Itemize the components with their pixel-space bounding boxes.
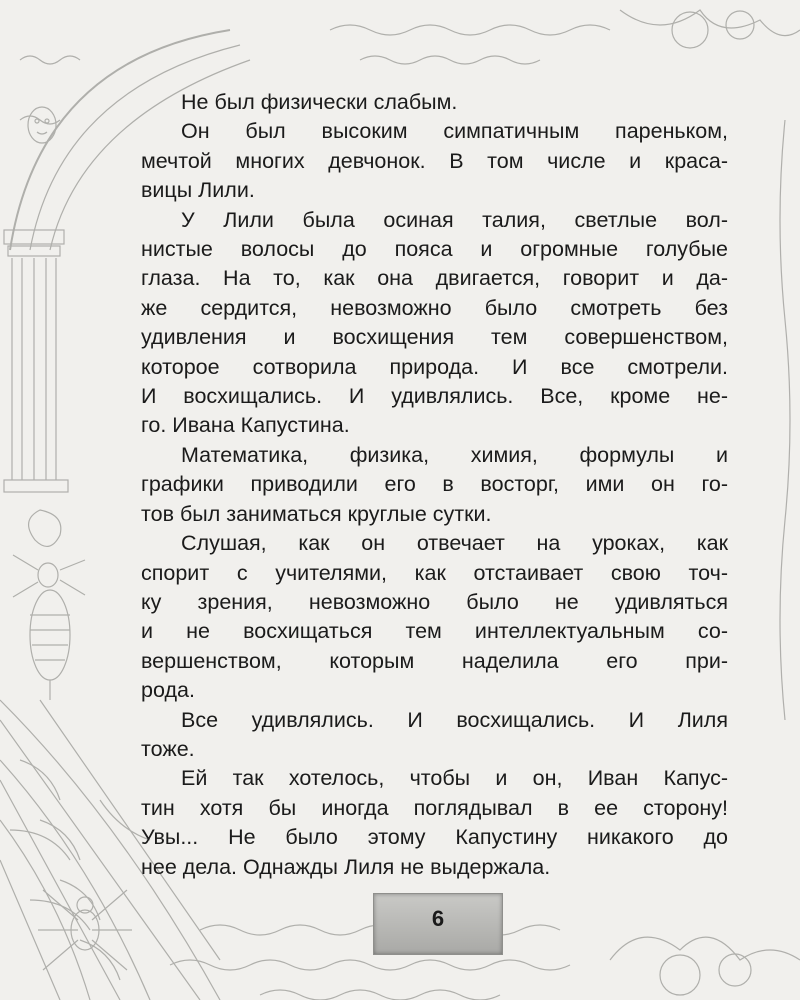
page-number: 6 bbox=[431, 906, 445, 931]
text-line: Он был высоким симпатичным пареньком, bbox=[181, 119, 728, 144]
text-line: Не был физически слабым. bbox=[181, 90, 458, 114]
text-line: вершенством, которым наделила его при- bbox=[141, 648, 728, 673]
text-line: нистые волосы до пояса и огромные голубые bbox=[141, 237, 728, 262]
text-line: же сердится, невозможно было смотреть без bbox=[141, 295, 728, 320]
text-line: нее дела. Однажды Лиля не выдержала. bbox=[141, 854, 551, 879]
page-number-box bbox=[373, 893, 503, 955]
text-line: спорит с учителями, как отстаивает свою точ- bbox=[141, 560, 728, 585]
text-line: Все удивлялись. И восхищались. И Лиля bbox=[181, 707, 728, 732]
text-line: го. Ивана Капустина. bbox=[141, 413, 350, 438]
text-line: У Лили была осиная талия, светлые вол- bbox=[181, 207, 728, 232]
text-line: мечтой многих девчонок. В том числе и краса- bbox=[141, 148, 728, 173]
text-line: которое сотворила природа. И все смотрели. bbox=[141, 354, 728, 379]
text-line: и не восхищаться тем интеллектуальным со- bbox=[141, 619, 728, 644]
text-line: вицы Лили. bbox=[141, 178, 255, 203]
text-line: Математика, физика, химия, формулы и bbox=[181, 442, 728, 467]
text-line: тин хотя бы иногда поглядывал в ее сторону! bbox=[141, 795, 728, 820]
text-line: тов был заниматься круглые сутки. bbox=[141, 501, 492, 526]
text-line: И восхищались. И удивлялись. Все, кроме не- bbox=[141, 384, 728, 409]
text-line: тоже. bbox=[141, 736, 195, 761]
text-line: глаза. На то, как она двигается, говорит и да- bbox=[141, 266, 728, 291]
text-line: Ей так хотелось, чтобы и он, Иван Капус- bbox=[181, 766, 728, 791]
text-line: рода. bbox=[141, 678, 195, 703]
text-line: удивления и восхищения тем совершенством, bbox=[141, 325, 728, 350]
text-line: ку зрения, невозможно было не удивляться bbox=[141, 589, 728, 614]
text-line: Слушая, как он отвечает на уроках, как bbox=[181, 531, 728, 556]
page-text bbox=[141, 88, 728, 882]
text-line: Увы... Не было этому Капустину никакого до bbox=[141, 825, 728, 850]
text-line: графики приводили его в восторг, ими он го- bbox=[141, 472, 728, 497]
